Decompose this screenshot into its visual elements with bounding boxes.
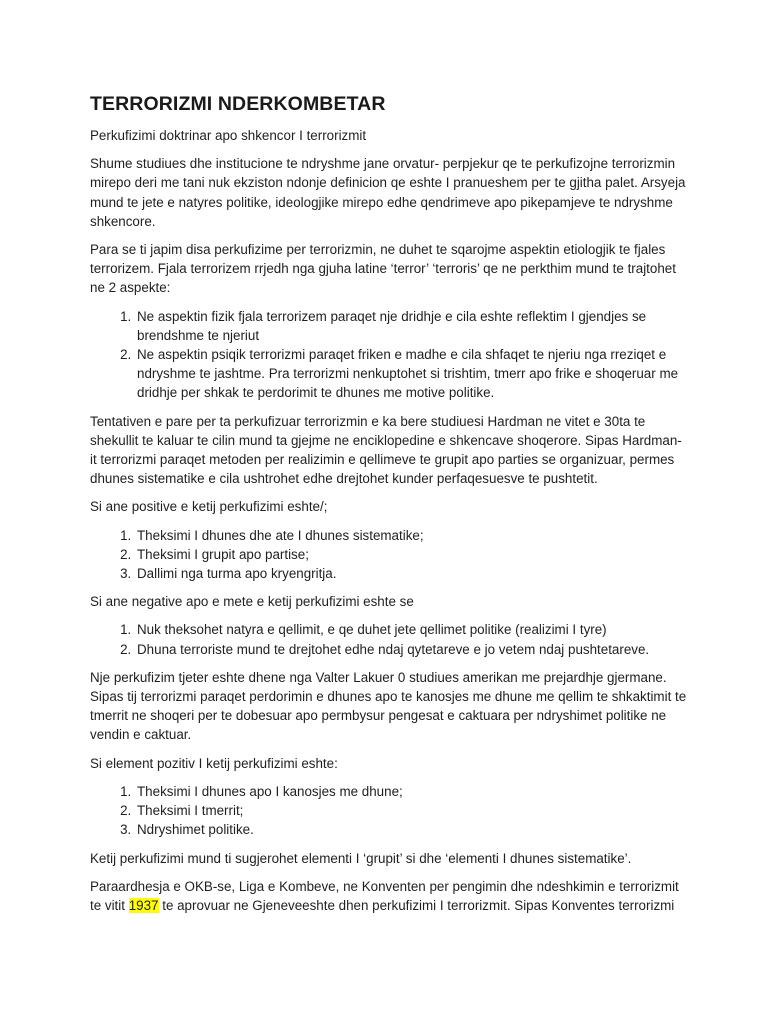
list-item: 2. Dhuna terroriste mund te drejtohet edhe ndaj qytetareve e jo vetem ndaj pushtetareve.	[135, 640, 688, 659]
list-item: 1. Ne aspektin fizik fjala terrorizem paraqet nje dridhje e cila eshte reflektim I gjendjes se brendshme te njeriut	[135, 307, 688, 345]
aspects-list	[90, 307, 688, 403]
paragraph-pozitiv-heading: Si element pozitiv I ketij perkufizimi eshte:	[90, 755, 338, 771]
paragraph-liga-kombeve	[90, 877, 688, 915]
list-item: 2. Theksimi I grupit apo partise;	[135, 545, 688, 564]
list-item: 1. Theksimi I dhunes apo I kanosjes me dhune;	[135, 782, 688, 801]
pozitiv-list	[90, 782, 688, 840]
list-item: 1. Nuk theksohet natyra e qellimit, e qe duhet jete qellimet politike (realizimi I tyre)	[135, 620, 688, 639]
text-run: te aprovuar ne Gjeneveeshte dhen perkufizimi I terrorizmit. Sipas Konventes terrorizmi	[158, 897, 675, 913]
subtitle-paragraph: Perkufizimi doktrinar apo shkencor I terrorizmit	[90, 128, 367, 143]
highlighted-year: 1937	[128, 897, 159, 913]
list-item: 1. Theksimi I dhunes dhe ate I dhunes sistematike;	[135, 526, 688, 545]
document-title: TERRORIZMI NDERKOMBETAR	[90, 93, 386, 115]
paragraph-lakuer: Nje perkufizim tjeter eshte dhene nga Valter Lakuer 0 studiues amerikan me prejardhje gjermane. Sipas tij terrorizmi paraqet perdorimin e dhunes apo te kanosjes me dhune me qellim te shkaktimit te tmerrit ne shoqeri per te dobesuar apo permbysur pengesat e caktuara per ndryshimet politike ne vendin e caktuar.	[90, 669, 687, 743]
positive-list	[90, 526, 688, 584]
negative-list	[90, 620, 688, 658]
list-item: 3. Ndryshimet politike.	[135, 820, 688, 839]
list-item: 2. Theksimi I tmerrit;	[135, 801, 688, 820]
paragraph-negative-heading: Si ane negative apo e mete e ketij perkufizimi eshte se	[90, 594, 414, 610]
text-run: Paraardhesja e OKB-se, Liga e Kombeve, ne Konventen per pengimin dhe ndeshkimin e terrorizmit te vitit	[90, 878, 679, 913]
paragraph-etymology: Para se ti japim disa perkufizime per terrorizmin, ne duhet te sqarojme aspektin etiologjik te fjales terrorizem. Fjala terrorizem rrjedh nga gjuha latine ‘terror’ ‘terroris’ qe ne perkthim mund te trajtohet ne 2 aspekte:	[90, 242, 676, 296]
paragraph-positive-heading: Si ane positive e ketij perkufizimi eshte/;	[90, 499, 328, 515]
list-item: 3. Dallimi nga turma apo kryengritja.	[135, 564, 688, 583]
paragraph-intro: Shume studiues dhe institucione te ndryshme jane orvatur- perpjekur qe te perkufizojne terrorizmin mirepo deri me tani nuk ekziston ndonje definicion qe eshte I pranueshem per te gjitha palet. Arsyeja mund te jete e natyres politike, ideologjike mirepo edhe qendrimeve apo pikepamjeve te ndryshme shkencore.	[90, 156, 686, 229]
paragraph-hardman: Tentativen e pare per ta perkufizuar terrorizmin e ka bere studiuesi Hardman ne vitet e 30ta te shekullit te kaluar te cilin mund ta gjejme ne enciklopedine e shkencave shoqerore. Sipas Hardman-it terrorizmi paraqet metoden per realizimin e qellimeve te grupit apo parties se organizuar, permes dhunes sistematike e cila ushtrohet edhe drejtohet kunder perfaqesuesve te pushtetit.	[90, 413, 682, 487]
paragraph-suggestion: Ketij perkufizimi mund ti sugjerohet elementi I ‘grupit’ si dhe ‘elementi I dhunes sistematike’.	[90, 850, 632, 866]
list-item: 2. Ne aspektin psiqik terrorizmi paraqet friken e madhe e cila shfaqet te njeriu nga rreziqet e ndryshme te jashtme. Pra terrorizmi nenkuptohet si trishtim, tmerr apo frike e shoqeruar me dridhje per shkak te perdorimit te dhunes me motive politike.	[135, 345, 688, 403]
